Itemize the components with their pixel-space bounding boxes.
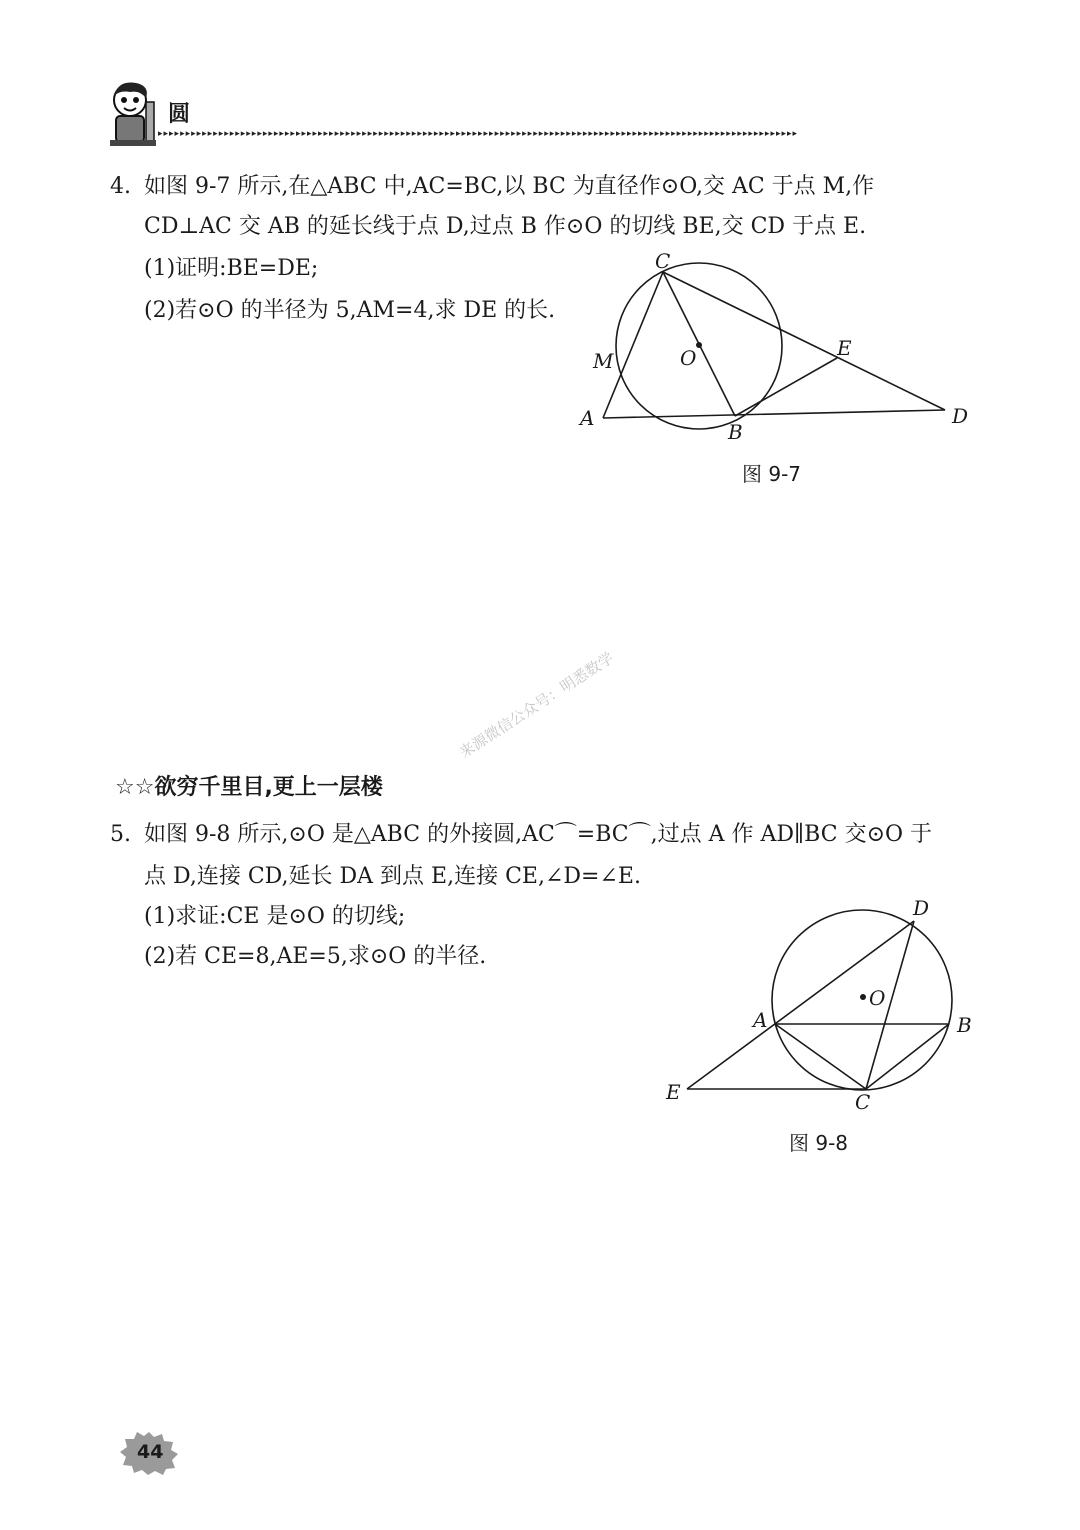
q4-line1: 4. 如图 9-7 所示,在△ABC 中,AC=BC,以 BC 为直径作⊙O,交 AC 于点 M,作 [110, 172, 874, 202]
q5-part1: (1)求证:CE 是⊙O 的切线; [144, 904, 406, 929]
q5-number: 5. [110, 822, 131, 847]
label-b-9-8: B [957, 1013, 972, 1037]
segment-be [735, 358, 837, 416]
segment-ad [603, 410, 945, 418]
label-o: O [680, 346, 697, 370]
q4-part2: (2)若⊙O 的半径为 5,AM=4,求 DE 的长. [144, 298, 556, 323]
label-b: B [728, 420, 743, 444]
section-heading: ☆☆欲穷千里目,更上一层楼 [115, 775, 383, 800]
label-c: C [655, 249, 671, 273]
figure-9-8-caption: 图 9-8 [789, 1131, 849, 1155]
q4-number: 4. [110, 174, 131, 199]
label-a: A [580, 406, 595, 430]
q5-line1: 5. 如图 9-8 所示,⊙O 是△ABC 的外接圆,AC⌒=BC⌒,过点 A 作 AD∥BC 交⊙O 于 [110, 820, 932, 850]
label-c-9-8: C [855, 1090, 871, 1114]
chapter-title: 圆 [168, 102, 191, 127]
segment-bc [866, 1024, 949, 1089]
star-icons: ☆☆ [115, 775, 155, 800]
label-e-9-8: E [666, 1080, 681, 1104]
q5-line2: 点 D,连接 CD,延长 DA 到点 E,连接 CE,∠D=∠E. [144, 864, 641, 889]
q5-part2: (2)若 CE=8,AE=5,求⊙O 的半径. [144, 944, 487, 969]
label-a-9-8: A [753, 1008, 768, 1032]
label-e: E [837, 336, 852, 360]
figure-9-8 [660, 895, 990, 1120]
label-o-9-8: O [869, 986, 886, 1010]
center-o-9-8 [860, 994, 866, 1000]
q4-line2: CD⊥AC 交 AB 的延长线于点 D,过点 B 作⊙O 的切线 BE,交 CD 于点 E. [144, 214, 867, 239]
center-o-9-7 [696, 342, 702, 348]
segment-cd [663, 272, 945, 410]
label-d: D [952, 404, 969, 428]
circle-o-9-8 [772, 910, 952, 1090]
watermark-text: 来源微信公众号：明悉数学 [456, 648, 617, 762]
figure-9-7-caption: 图 9-7 [742, 462, 802, 486]
q4-part1: (1)证明:BE=DE; [144, 256, 319, 281]
page-number: 44 [137, 1441, 164, 1463]
figure-9-7 [570, 245, 980, 445]
label-m: M [593, 349, 614, 373]
student-mascot-icon [106, 80, 160, 148]
header-divider: ▸▸▸▸▸▸▸▸▸▸▸▸▸▸▸▸▸▸▸▸▸▸▸▸▸▸▸▸▸▸▸▸▸▸▸▸▸▸▸▸▸▸▸▸▸▸▸▸▸▸▸▸▸▸▸▸▸▸▸▸▸▸▸▸▸▸▸▸▸▸▸▸▸▸▸▸▸▸▸▸▸▸▸▸▸▸▸▸▸▸▸▸▸▸▸▸▸▸▸▸▸▸▸▸▸▸▸▸▸▸▸▸▸▸▸▸ [158, 129, 799, 139]
label-d-9-8: D [913, 896, 930, 920]
